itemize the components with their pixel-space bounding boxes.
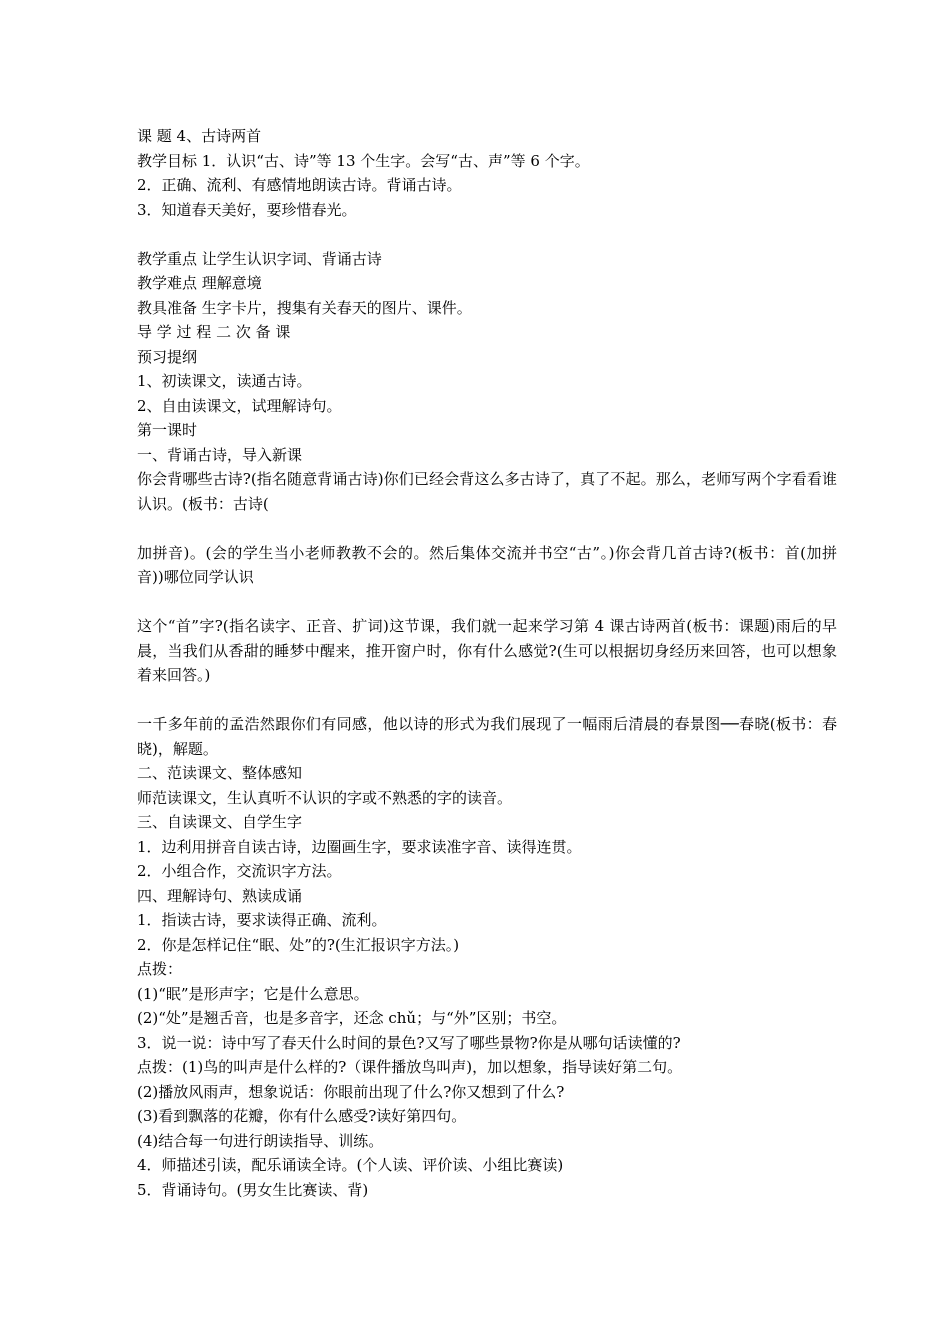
section-4-item-2: 2．你是怎样记住“眠、处”的?(生汇报识字方法。)	[137, 935, 460, 954]
section-4-item-5: 5．背诵诗句。(男女生比赛读、背)	[137, 1180, 369, 1199]
hint-2: (2)“处”是翘舌音，也是多音字，还念 chǔ；与“外”区别；书空。	[137, 1009, 567, 1027]
paragraph-pinyin: 加拼音)。(会的学生当小老师教教不会的。然后集体交流并书空“古”。)你会背几首古诗?(板书：首(加拼音))哪位同学认识	[137, 543, 837, 586]
hint-heading: 点拨：	[137, 960, 183, 978]
hint-reading-guide: (4)结合每一句进行朗读指导、训练。	[137, 1131, 384, 1150]
document-body	[137, 124, 837, 1202]
teaching-materials: 教具准备 生字卡片，搜集有关春天的图片、课件。	[137, 298, 472, 317]
blank-line	[137, 688, 837, 713]
preview-item-1: 1、初读课文，读通古诗。	[137, 372, 312, 390]
objective-1: 教学目标 1．认识“古、诗”等 13 个生字。会写“古、声”等 6 个字。	[137, 151, 590, 170]
section-3-item-2: 2．小组合作，交流识字方法。	[137, 862, 342, 880]
section-4-heading: 四、理解诗句、熟读成诵	[137, 886, 303, 905]
blank-line	[137, 516, 837, 541]
section-4-item-3: 3．说一说：诗中写了春天什么时间的景色?又写了哪些景物?你是从哪句话读懂的?	[137, 1033, 681, 1052]
section-4-item-1: 1．指读古诗，要求读得正确、流利。	[137, 911, 387, 929]
hint-petals: (3)看到飘落的花瓣，你有什么感受?读好第四句。	[137, 1107, 467, 1125]
teaching-difficulty: 教学难点 理解意境	[137, 274, 262, 292]
paragraph-shou: 这个“首”字?(指名读字、正音、扩词)这节课，我们就一起来学习第 4 课古诗两首(板书：课题)雨后的早晨，当我们从香甜的睡梦中醒来，推开窗户时，你有什么感觉?(生可以根据切身经历来回答，也可以想象着来回答。)	[137, 617, 837, 684]
blank-line	[137, 590, 837, 615]
preview-item-2: 2、自由读课文，试理解诗句。	[137, 396, 342, 415]
paragraph-intro: 你会背哪些古诗?(指名随意背诵古诗)你们已经会背这么多古诗了，真了不起。那么，老师写两个字看看谁认识。(板书：古诗(	[137, 470, 837, 513]
blank-line	[137, 222, 837, 247]
first-lesson-heading: 第一课时	[137, 421, 198, 439]
objective-3: 3．知道春天美好，要珍惜春光。	[137, 200, 357, 219]
hint-bird-call: 点拨：(1)鸟的叫声是什么样的?（课件播放鸟叫声)，加以想象，指导读好第二句。	[137, 1058, 683, 1076]
hint-1: (1)“眠”是形声字；它是什么意思。	[137, 984, 369, 1003]
objective-2: 2．正确、流利、有感情地朗读古诗。背诵古诗。	[137, 176, 462, 194]
section-1-heading: 一、背诵古诗，导入新课	[137, 445, 303, 464]
lesson-title: 课 题 4、古诗两首	[137, 127, 262, 145]
section-3-item-1: 1．边利用拼音自读古诗，边圈画生字，要求读准字音、读得连贯。	[137, 837, 582, 856]
preview-outline-heading: 预习提纲	[137, 347, 198, 366]
section-2-text: 师范读课文，生认真听不认识的字或不熟悉的字的读音。	[137, 788, 513, 807]
section-2-heading: 二、范读课文、整体感知	[137, 764, 303, 782]
hint-wind-rain: (2)播放风雨声，想象说话：你眼前出现了什么?你又想到了什么?	[137, 1082, 565, 1101]
section-3-heading: 三、自读课文、自学生字	[137, 813, 303, 831]
process-heading: 导 学 过 程 二 次 备 课	[137, 323, 291, 341]
teaching-focus: 教学重点 让学生认识字词、背诵古诗	[137, 249, 382, 268]
paragraph-meng-haoran: 一千多年前的孟浩然跟你们有同感，他以诗的形式为我们展现了一幅雨后清晨的春景图──春晓(板书：春晓)，解题。	[137, 715, 837, 758]
section-4-item-4: 4．师描述引读，配乐诵读全诗。(个人读、评价读、小组比赛读)	[137, 1156, 564, 1174]
